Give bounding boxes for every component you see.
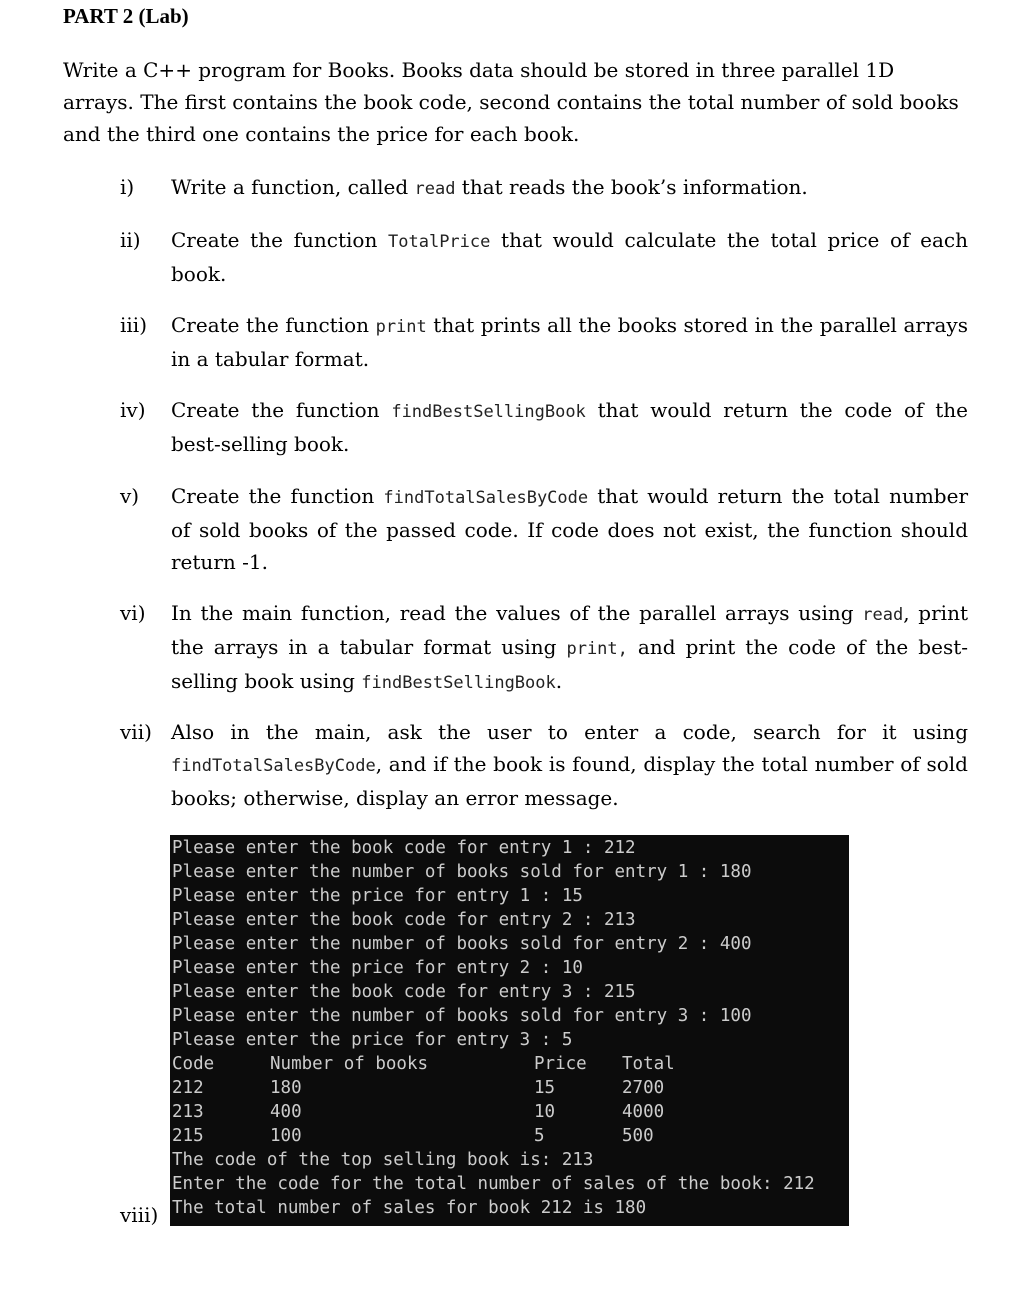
table-row (170, 1124, 849, 1148)
intro-paragraph: Write a C++ program for Books. Books data should be stored in three parallel 1D arrays. The first contains the book code, second contains the total number of sold books and the third one contains the price for each book. (63, 58, 959, 146)
cell-code: 212 (172, 1078, 204, 1098)
cell-total: 2700 (622, 1078, 665, 1098)
console-line: Please enter the number of books sold for entry 1 : 180 (172, 862, 752, 882)
cell-total: 500 (622, 1126, 654, 1146)
console-line: Please enter the book code for entry 3 : 215 (172, 982, 636, 1002)
console-line: Please enter the price for entry 3 : 5 (172, 1030, 573, 1050)
console-line: Please enter the book code for entry 2 : 213 (172, 910, 636, 930)
code-read: read (862, 605, 904, 625)
item-number: i) (120, 175, 135, 199)
cell-code: 215 (172, 1126, 204, 1146)
item-text: Create the function findTotalSalesByCode that would return the total number of sold books of the passed code. If code does not exist, the function should return -1. (171, 484, 968, 574)
table-row (170, 1076, 849, 1100)
item-text: Write a function, called read that reads the book’s information. (171, 175, 808, 199)
cell-code: 213 (172, 1102, 204, 1122)
cell-number: 400 (270, 1102, 302, 1122)
console-line: The code of the top selling book is: 213 (172, 1150, 594, 1170)
console-line: Please enter the price for entry 2 : 10 (172, 958, 583, 978)
code-totalprice: TotalPrice (388, 232, 491, 252)
console-line: Enter the code for the total number of sales of the book: 212 (172, 1174, 815, 1194)
header-number: Number of books (270, 1054, 429, 1074)
item-text: Create the function print that prints all the books stored in the parallel arrays in a tabular format. (171, 313, 968, 371)
cell-price: 10 (534, 1102, 556, 1122)
code-findbestsellingbook: findBestSellingBook (391, 402, 586, 422)
cell-price: 15 (534, 1078, 556, 1098)
item-text: Create the function findBestSellingBook that would return the code of the best-selling book. (171, 398, 968, 456)
page-heading: PART 2 (Lab) (63, 4, 189, 28)
code-findtotalsalesbycode: findTotalSalesByCode (383, 488, 589, 508)
cell-number: 180 (270, 1078, 302, 1098)
table-header (170, 1052, 849, 1076)
header-code: Code (172, 1054, 215, 1074)
cell-price: 5 (534, 1126, 545, 1146)
console-line: Please enter the book code for entry 1 : 212 (172, 838, 636, 858)
console-line: Please enter the number of books sold for entry 2 : 400 (172, 934, 752, 954)
console-line: The total number of sales for book 212 is 180 (172, 1198, 647, 1218)
item-number: iii) (120, 313, 147, 337)
item-number: v) (120, 484, 140, 508)
table-row (170, 1100, 849, 1124)
item-number: ii) (120, 228, 141, 252)
code-print: print, (566, 639, 628, 659)
item-text: In the main function, read the values of the parallel arrays using read, print the arrays in a tabular format using print, and print the code of the best-selling book using findBestSellingBook. (171, 601, 968, 693)
header-price: Price (534, 1054, 587, 1074)
header-total: Total (622, 1054, 675, 1074)
console-line: Please enter the number of books sold for entry 3 : 100 (172, 1006, 752, 1026)
cell-number: 100 (270, 1126, 302, 1146)
code-findtotalsalesbycode: findTotalSalesByCode (171, 756, 376, 776)
item-number: vii) (120, 720, 152, 744)
code-print: print (375, 317, 427, 337)
cell-total: 4000 (622, 1102, 665, 1122)
item-number: vi) (120, 601, 146, 625)
item-text: Create the function TotalPrice that would calculate the total price of each book. (171, 228, 969, 286)
item-number-8: viii) (120, 1203, 159, 1227)
item-number: iv) (120, 398, 146, 422)
code-read: read (414, 179, 456, 199)
code-findbestsellingbook: findBestSellingBook (361, 673, 556, 693)
console-line: Please enter the price for entry 1 : 15 (172, 886, 583, 906)
item-text: Also in the main, ask the user to enter a code, search for it using findTotalSalesByCode, and if the book is found, display the total number of sold books; otherwise, display an error message. (171, 720, 968, 810)
console-output (170, 835, 849, 1226)
